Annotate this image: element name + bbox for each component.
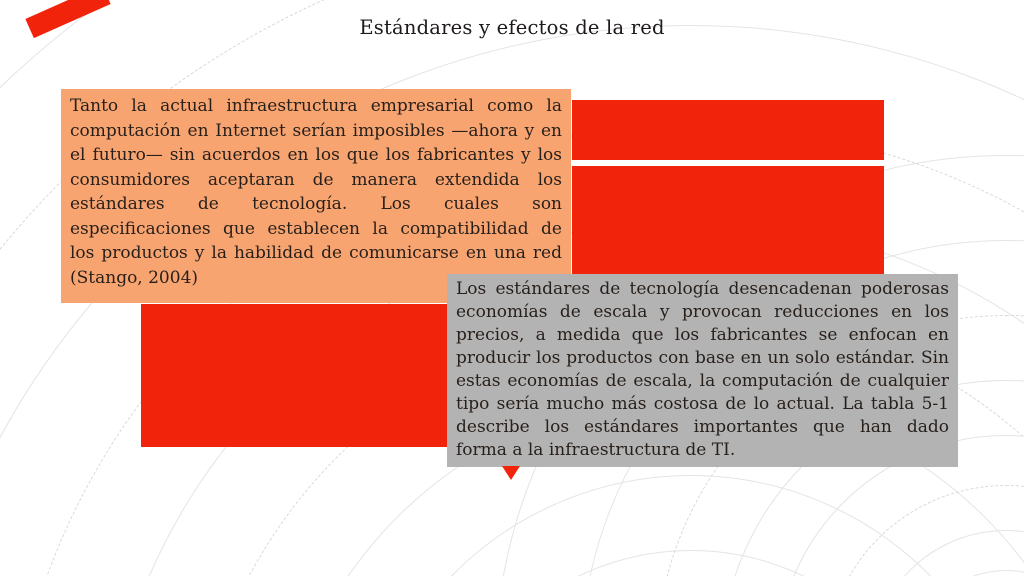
text-line: Tanto la actual infraestructura empresarial como la — [70, 96, 562, 116]
background-arc — [430, 550, 952, 576]
red-block-middle-right — [572, 166, 884, 286]
text-line: forma a la infraestructura de TI. — [456, 440, 736, 460]
down-arrow-icon — [502, 466, 520, 480]
background-arc — [825, 485, 1024, 576]
background-arc — [355, 475, 1024, 576]
background-arc — [870, 530, 1024, 576]
red-block-top-right — [572, 100, 884, 160]
red-block-bottom-left — [141, 304, 447, 447]
text-line: economías de escala y provocan reducciones en los — [456, 302, 949, 322]
text-line: el futuro— sin acuerdos en los que los fabricantes y los — [70, 145, 562, 165]
text-line: computación en Internet serían imposibles —ahora y en — [70, 120, 562, 141]
text-line: estas economías de escala, la computación de cualquier — [456, 371, 949, 391]
background-arc — [910, 570, 1024, 576]
orange-text-box — [61, 89, 571, 303]
text-line: estándares de tecnología. Los cuales son — [70, 194, 562, 214]
slide-title: Estándares y efectos de la red — [359, 16, 665, 39]
text-line: especificaciones que establecen la compatibilidad de — [70, 218, 562, 239]
gray-text-box — [447, 274, 958, 467]
text-line: producir los productos con base en un solo estándar. Sin — [456, 348, 949, 368]
text-line: los productos y la habilidad de comunicarse en una red — [70, 243, 562, 263]
text-line: describe los estándares importantes que han dado — [456, 417, 949, 437]
text-line: (Stango, 2004) — [70, 267, 199, 288]
text-line: precios, a medida que los fabricantes se enfocan en — [456, 325, 949, 345]
text-line: tipo sería mucho más costosa de lo actual. La tabla 5-1 — [456, 394, 949, 414]
text-line: Los estándares de tecnología desencadenan poderosas — [456, 279, 949, 299]
text-line: consumidores aceptaran de manera extendida los — [70, 169, 562, 190]
